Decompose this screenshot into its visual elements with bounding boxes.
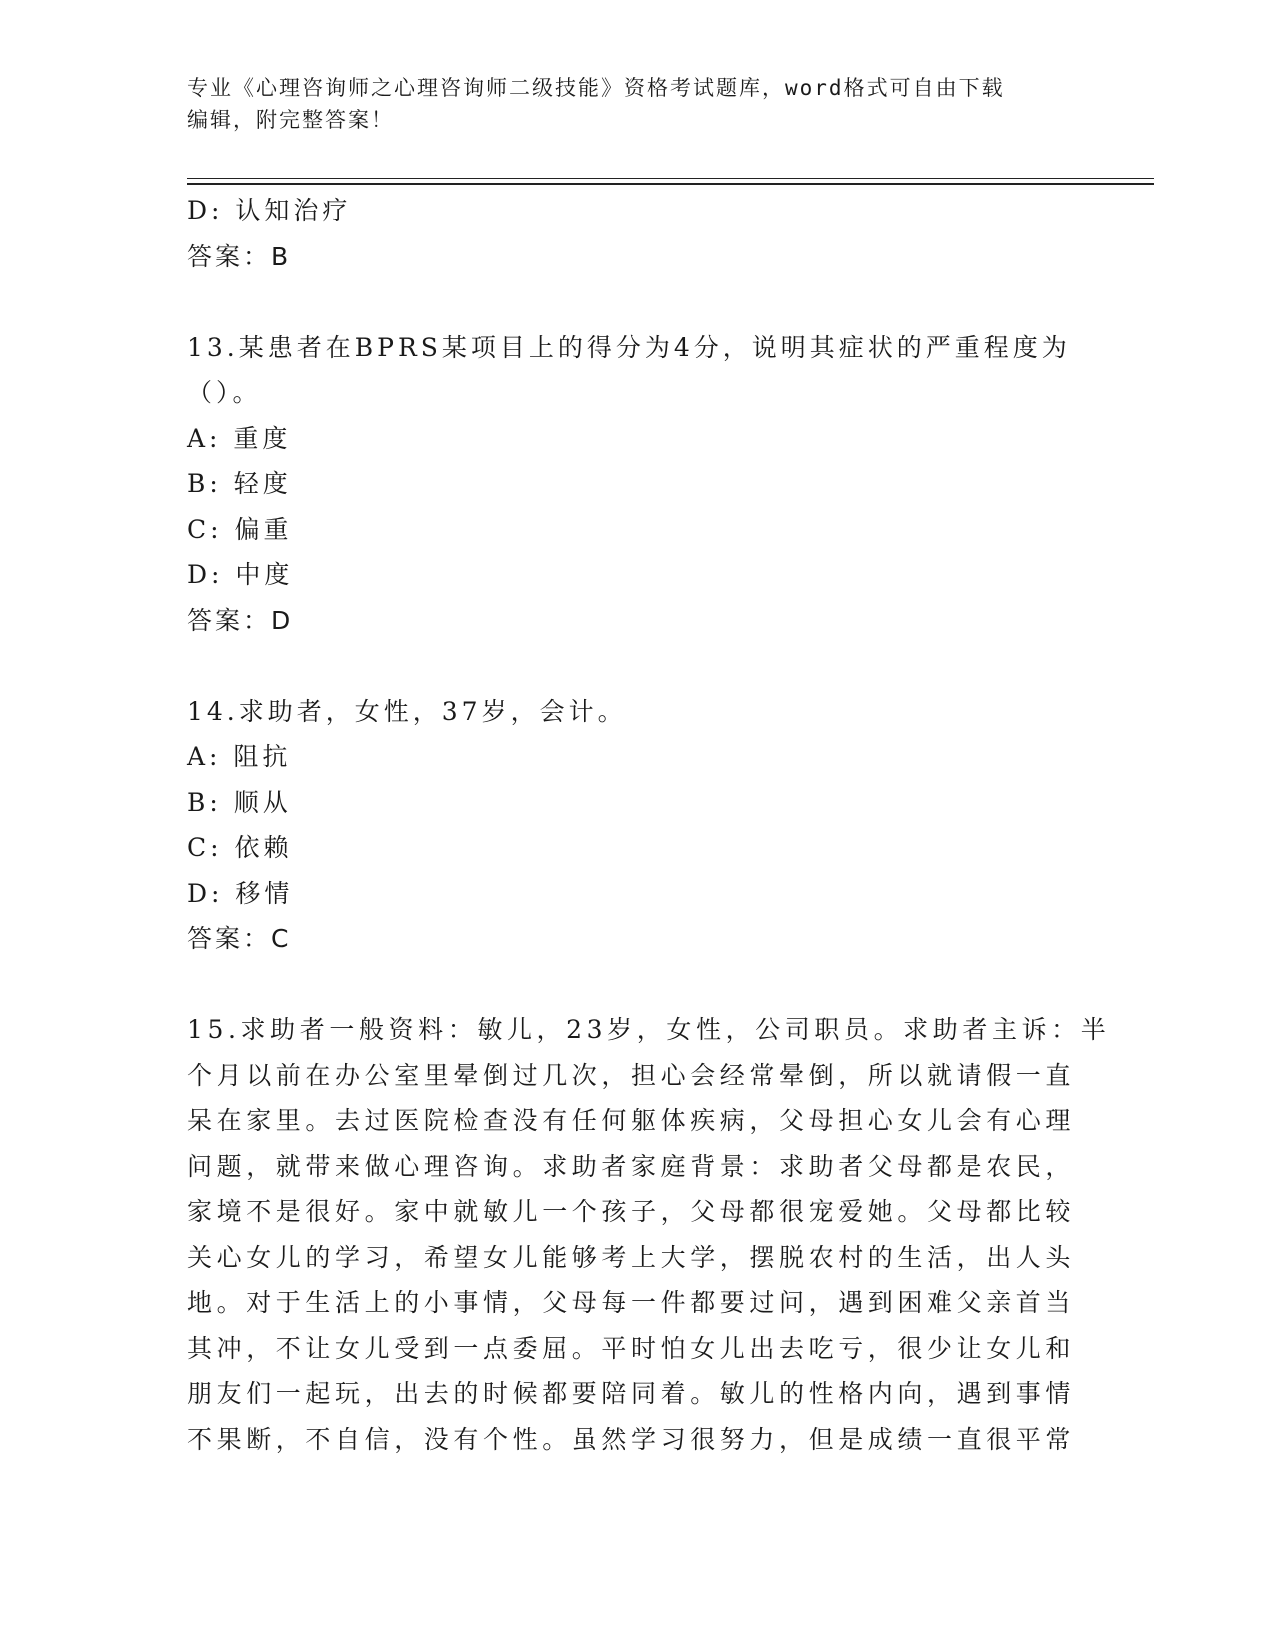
q14-option-b: B: 顺从 <box>187 787 292 817</box>
q13-option-c: C: 偏重 <box>187 514 293 544</box>
q15-line: 问题，就带来做心理咨询。求助者家庭背景：求助者父母都是农民， <box>187 1151 1076 1181</box>
q12-option-d: D: 认知治疗 <box>187 196 352 225</box>
header-line-2: 编辑，附完整答案！ <box>187 108 394 132</box>
q14-stem: 14.求助者，女性，37岁，会计。 <box>187 696 627 726</box>
q12-answer: 答案：B <box>187 241 292 271</box>
q15-line: 家境不是很好。家中就敏儿一个孩子，父母都很宠爱她。父母都比较 <box>187 1197 1076 1226</box>
q15-line: 个月以前在办公室里晕倒过几次，担心会经常晕倒，所以就请假一直 <box>187 1060 1076 1090</box>
q15-line: 关心女儿的学习，希望女儿能够考上大学，摆脱农村的生活，出人头 <box>187 1242 1076 1272</box>
q14-answer: 答案：C <box>187 924 292 953</box>
question-content <box>187 188 1111 1462</box>
q14-option-d: D: 移情 <box>187 878 294 908</box>
q14-option-c: C: 依赖 <box>187 833 293 862</box>
spacer <box>187 962 1087 1008</box>
q15-line: 不果断，不自信，没有个性。虽然学习很努力，但是成绩一直很平常 <box>187 1424 1076 1454</box>
q15-line: 15.求助者一般资料：敏儿，23岁，女性，公司职员。求助者主诉：半 <box>187 1015 1111 1044</box>
q14-option-a: A: 阻抗 <box>187 742 292 771</box>
q13-option-b: B: 轻度 <box>187 469 292 498</box>
header-divider-thick <box>187 183 1154 185</box>
page-header <box>187 72 1067 136</box>
q15-stem <box>187 1007 1111 1462</box>
header-line-1: 专业《心理咨询师之心理咨询师二级技能》资格考试题库，word格式可自由下载 <box>187 76 1005 100</box>
q13-answer: 答案：D <box>187 605 294 635</box>
q15-line: 其冲，不让女儿受到一点委屈。平时怕女儿出去吃亏，很少让女儿和 <box>187 1333 1076 1363</box>
q15-line: 呆在家里。去过医院检查没有任何躯体疾病，父母担心女儿会有心理 <box>187 1106 1076 1135</box>
q13-stem-line-2: （）。 <box>187 378 262 407</box>
header-divider-thin <box>187 178 1154 179</box>
q15-line: 朋友们一起玩，出去的时候都要陪同着。敏儿的性格内向，遇到事情 <box>187 1379 1076 1408</box>
spacer <box>187 279 1087 325</box>
q13-option-a: A: 重度 <box>187 423 292 453</box>
q15-line: 地。对于生活上的小事情，父母每一件都要过问，遇到困难父亲首当 <box>187 1288 1076 1317</box>
q13-stem-line-1: 13.某患者在BPRS某项目上的得分为4分，说明其症状的严重程度为 <box>187 332 1071 362</box>
q13-option-d: D: 中度 <box>187 560 294 589</box>
spacer <box>187 643 1087 689</box>
